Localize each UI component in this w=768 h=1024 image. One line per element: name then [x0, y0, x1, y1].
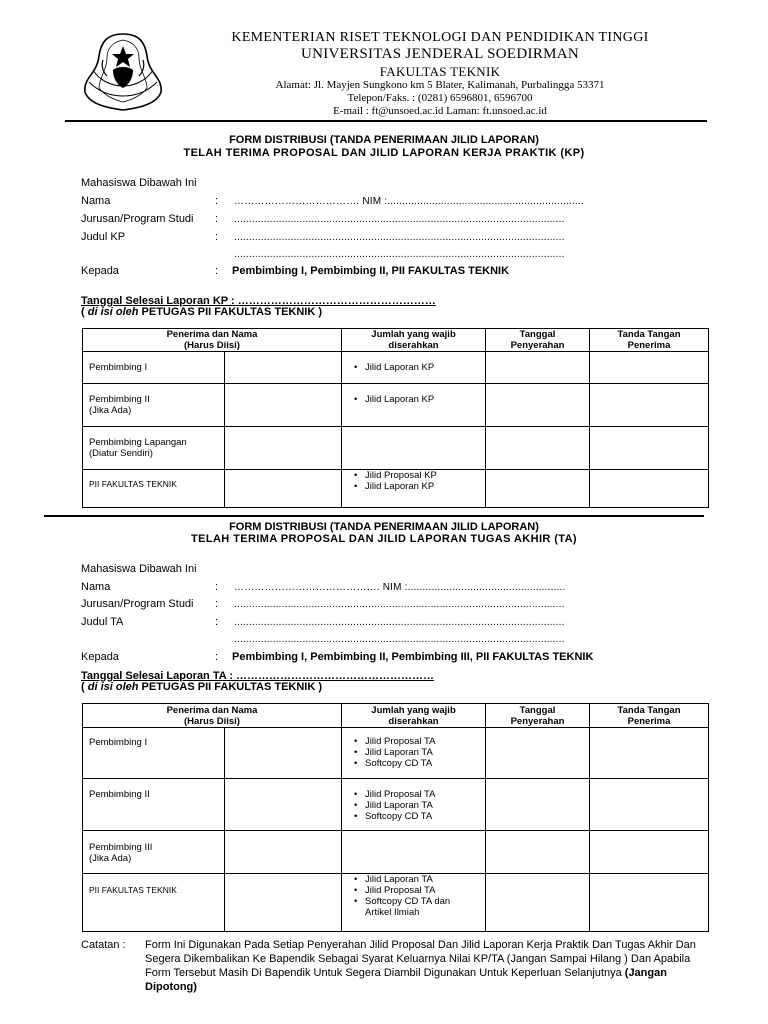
letterhead-divider	[65, 120, 707, 122]
table-row	[83, 427, 709, 470]
kp-tanggal-selesai[interactable]: Tanggal Selesai Laporan KP : ………………………………………………	[81, 295, 436, 307]
ta-row2-name: Pembimbing II	[89, 789, 150, 800]
email: E-mail : ft@unsoed.ac.id Laman: ft.unsoed.ac.id	[333, 105, 547, 117]
ta-nama-colon: :	[215, 581, 219, 593]
ta-row2-item3: • Softcopy CD TA	[365, 811, 479, 822]
kp-title-2: TELAH TERIMA PROPOSAL DAN JILID LAPORAN KERJA PRAKTIK (KP)	[183, 147, 585, 159]
ta-row1-item3: • Softcopy CD TA	[365, 758, 479, 769]
table-row	[83, 831, 709, 874]
ta-row4-item2: • Jilid Proposal TA	[365, 885, 479, 896]
kp-title-1: FORM DISTRIBUSI (TANDA PENERIMAAN JILID LAPORAN)	[229, 134, 539, 146]
ta-row3-name: Pembimbing III	[89, 842, 153, 853]
kp-row2-name: Pembimbing II	[89, 394, 150, 405]
kp-row1-nama-cell[interactable]	[225, 352, 342, 384]
kp-nama-label: Nama	[81, 195, 111, 207]
ta-judul-field-2[interactable]: ...............................................................................................................	[234, 634, 565, 645]
kp-row2-item1: • Jilid Laporan KP	[365, 394, 479, 405]
ta-kepada-label: Kepada	[81, 651, 119, 663]
kp-nama-colon: :	[215, 195, 219, 207]
kp-row3-ttd-cell[interactable]	[590, 427, 709, 470]
ta-judul-colon: :	[215, 616, 219, 628]
ta-row2-item1: • Jilid Proposal TA	[365, 789, 479, 800]
kp-row2-sub: (Jika Ada)	[89, 405, 132, 416]
ta-petugas-note: ( di isi oleh PETUGAS PII FAKULTAS TEKNIK )	[81, 681, 323, 693]
kp-row1-ttd-cell[interactable]	[590, 352, 709, 384]
section-divider	[44, 515, 704, 517]
ta-kepada-colon: :	[215, 651, 219, 663]
kp-nama-field[interactable]: ………………………………. NIM :..................................................................	[234, 196, 584, 207]
kp-distribution-table	[82, 328, 709, 508]
university-name: UNIVERSITAS JENDERAL SOEDIRMAN	[300, 46, 580, 62]
kp-row3-tanggal-cell[interactable]	[486, 427, 590, 470]
ta-row3-tanggal-cell[interactable]	[486, 831, 590, 874]
ta-row2-item2: • Jilid Laporan TA	[365, 800, 479, 811]
ta-row3-sub: (Jika Ada)	[89, 853, 132, 864]
kp-header-ttd: Tanda Tangan Penerima	[590, 329, 709, 352]
kp-row3-sub: (Diatur Sendiri)	[89, 448, 153, 459]
table-row	[83, 352, 709, 384]
kp-row1-name: Pembimbing I	[89, 362, 148, 373]
ta-tanggal-selesai[interactable]: Tanggal Selesai Laporan TA : ………………………………………………	[81, 670, 435, 682]
ta-row1-item1: • Jilid Proposal TA	[365, 736, 479, 747]
ta-distribution-table	[82, 703, 709, 932]
table-row	[83, 728, 709, 779]
kp-row4-item1: • Jilid Proposal KP	[365, 470, 479, 481]
kp-judul-label: Judul KP	[81, 231, 126, 243]
kp-row2-tanggal-cell[interactable]	[486, 384, 590, 427]
kp-row2-nama-cell[interactable]	[225, 384, 342, 427]
kp-judul-colon: :	[215, 231, 219, 243]
kp-row4-item2: • Jilid Laporan KP	[365, 481, 479, 492]
kp-row3-name: Pembimbing Lapangan	[89, 437, 187, 448]
ta-row4-tanggal-cell[interactable]	[486, 874, 590, 932]
kp-row2-ttd-cell[interactable]	[590, 384, 709, 427]
address: Alamat: Jl. Mayjen Sungkono km 5 Blater, Kalimanah, Purbalingga 53371	[275, 79, 605, 91]
kp-kepada-colon: :	[215, 265, 219, 277]
ta-row4-name: PII FAKULTAS TEKNIK	[89, 885, 177, 895]
kp-row1-tanggal-cell[interactable]	[486, 352, 590, 384]
ta-row1-nama-cell[interactable]	[225, 728, 342, 779]
ta-row4-item3: • Softcopy CD TA dan Artikel Ilmiah	[365, 896, 465, 918]
ministry-name: KEMENTERIAN RISET TEKNOLOGI DAN PENDIDIKAN TINGGI	[231, 30, 649, 45]
ta-row2-nama-cell[interactable]	[225, 779, 342, 831]
kp-judul-field[interactable]: ...............................................................................................................	[234, 232, 565, 243]
ta-nama-field[interactable]: ……………………………………. NIM :.....................................................	[234, 582, 566, 593]
kp-header-jumlah: Jumlah yang wajib diserahkan	[342, 329, 486, 352]
phone: Telepon/Faks. : (0281) 6596801, 6596700	[347, 92, 533, 104]
ta-header-tanggal: Tanggal Penyerahan	[486, 704, 590, 728]
ta-jurusan-field[interactable]: ...............................................................................................................	[234, 599, 565, 610]
kp-kepada-label: Kepada	[81, 265, 119, 277]
university-logo	[77, 30, 169, 114]
kp-row3-nama-cell[interactable]	[225, 427, 342, 470]
ta-header-jumlah: Jumlah yang wajib diserahkan	[342, 704, 486, 728]
kp-row1-item1: • Jilid Laporan KP	[365, 362, 479, 373]
ta-row3-nama-cell[interactable]	[225, 831, 342, 874]
ta-row2-tanggal-cell[interactable]	[486, 779, 590, 831]
ta-intro: Mahasiswa Dibawah Ini	[81, 563, 197, 575]
ta-title-2: TELAH TERIMA PROPOSAL DAN JILID LAPORAN TUGAS AKHIR (TA)	[190, 533, 577, 545]
ta-row1-ttd-cell[interactable]	[590, 728, 709, 779]
ta-jurusan-label: Jurusan/Program Studi	[81, 598, 194, 610]
catatan-text: Form Ini Digunakan Pada Setiap Penyerahan Jilid Proposal Dan Jilid Laporan Kerja Praktik Dan Tugas Akhir Dan Segera Dikembalikan Ke Bapendik Sebagai Syarat Keluarnya Nilai KP/TA (Jangan Sampai Hilang ) Dan Apabila Form Tersebut Masih Di Bapendik Untuk Segera Diambil Digunakan Untuk Keperluan Selanjutnya (Jangan Dipotong)	[145, 939, 696, 993]
faculty-name: FAKULTAS TEKNIK	[379, 64, 501, 79]
ta-row1-name: Pembimbing I	[89, 737, 148, 748]
table-row	[83, 384, 709, 427]
ta-judul-field[interactable]: ...............................................................................................................	[234, 617, 565, 628]
kp-row4-tanggal-cell[interactable]	[486, 470, 590, 508]
ta-row4-item1: • Jilid Laporan TA	[365, 874, 479, 885]
ta-header-ttd: Tanda Tangan Penerima	[590, 704, 709, 728]
ta-row3-ttd-cell[interactable]	[590, 831, 709, 874]
kp-judul-field-2[interactable]: ...............................................................................................................	[234, 249, 565, 260]
kp-intro: Mahasiswa Dibawah Ini	[81, 177, 197, 189]
kp-kepada-value: Pembimbing I, Pembimbing II, PII FAKULTAS TEKNIK	[232, 265, 510, 277]
ta-kepada-value: Pembimbing I, Pembimbing II, Pembimbing III, PII FAKULTAS TEKNIK	[232, 651, 594, 663]
kp-row4-ttd-cell[interactable]	[590, 470, 709, 508]
kp-header-tanggal: Tanggal Penyerahan	[486, 329, 590, 352]
ta-row1-tanggal-cell[interactable]	[486, 728, 590, 779]
catatan-label: Catatan :	[81, 939, 126, 951]
table-row	[83, 874, 709, 932]
kp-jurusan-colon: :	[215, 213, 219, 225]
kp-header-penerima: Penerima dan Nama (Harus Diisi)	[83, 329, 342, 352]
table-row	[83, 779, 709, 831]
ta-judul-label: Judul TA	[81, 616, 124, 628]
ta-title-1: FORM DISTRIBUSI (TANDA PENERIMAAN JILID LAPORAN)	[229, 521, 539, 533]
kp-jurusan-field[interactable]: ...............................................................................................................	[234, 214, 565, 225]
ta-row4-nama-cell[interactable]	[225, 874, 342, 932]
kp-row4-name: PII FAKULTAS TEKNIK	[89, 479, 177, 489]
ta-row1-item2: • Jilid Laporan TA	[365, 747, 479, 758]
ta-nama-label: Nama	[81, 581, 111, 593]
kp-petugas-note: ( di isi oleh PETUGAS PII FAKULTAS TEKNIK )	[81, 306, 323, 318]
ta-jurusan-colon: :	[215, 598, 219, 610]
table-row	[83, 470, 709, 508]
ta-row4-ttd-cell[interactable]	[590, 874, 709, 932]
kp-jurusan-label: Jurusan/Program Studi	[81, 213, 194, 225]
ta-row2-ttd-cell[interactable]	[590, 779, 709, 831]
ta-header-penerima: Penerima dan Nama (Harus Diisi)	[83, 704, 342, 728]
kp-row4-nama-cell[interactable]	[225, 470, 342, 508]
